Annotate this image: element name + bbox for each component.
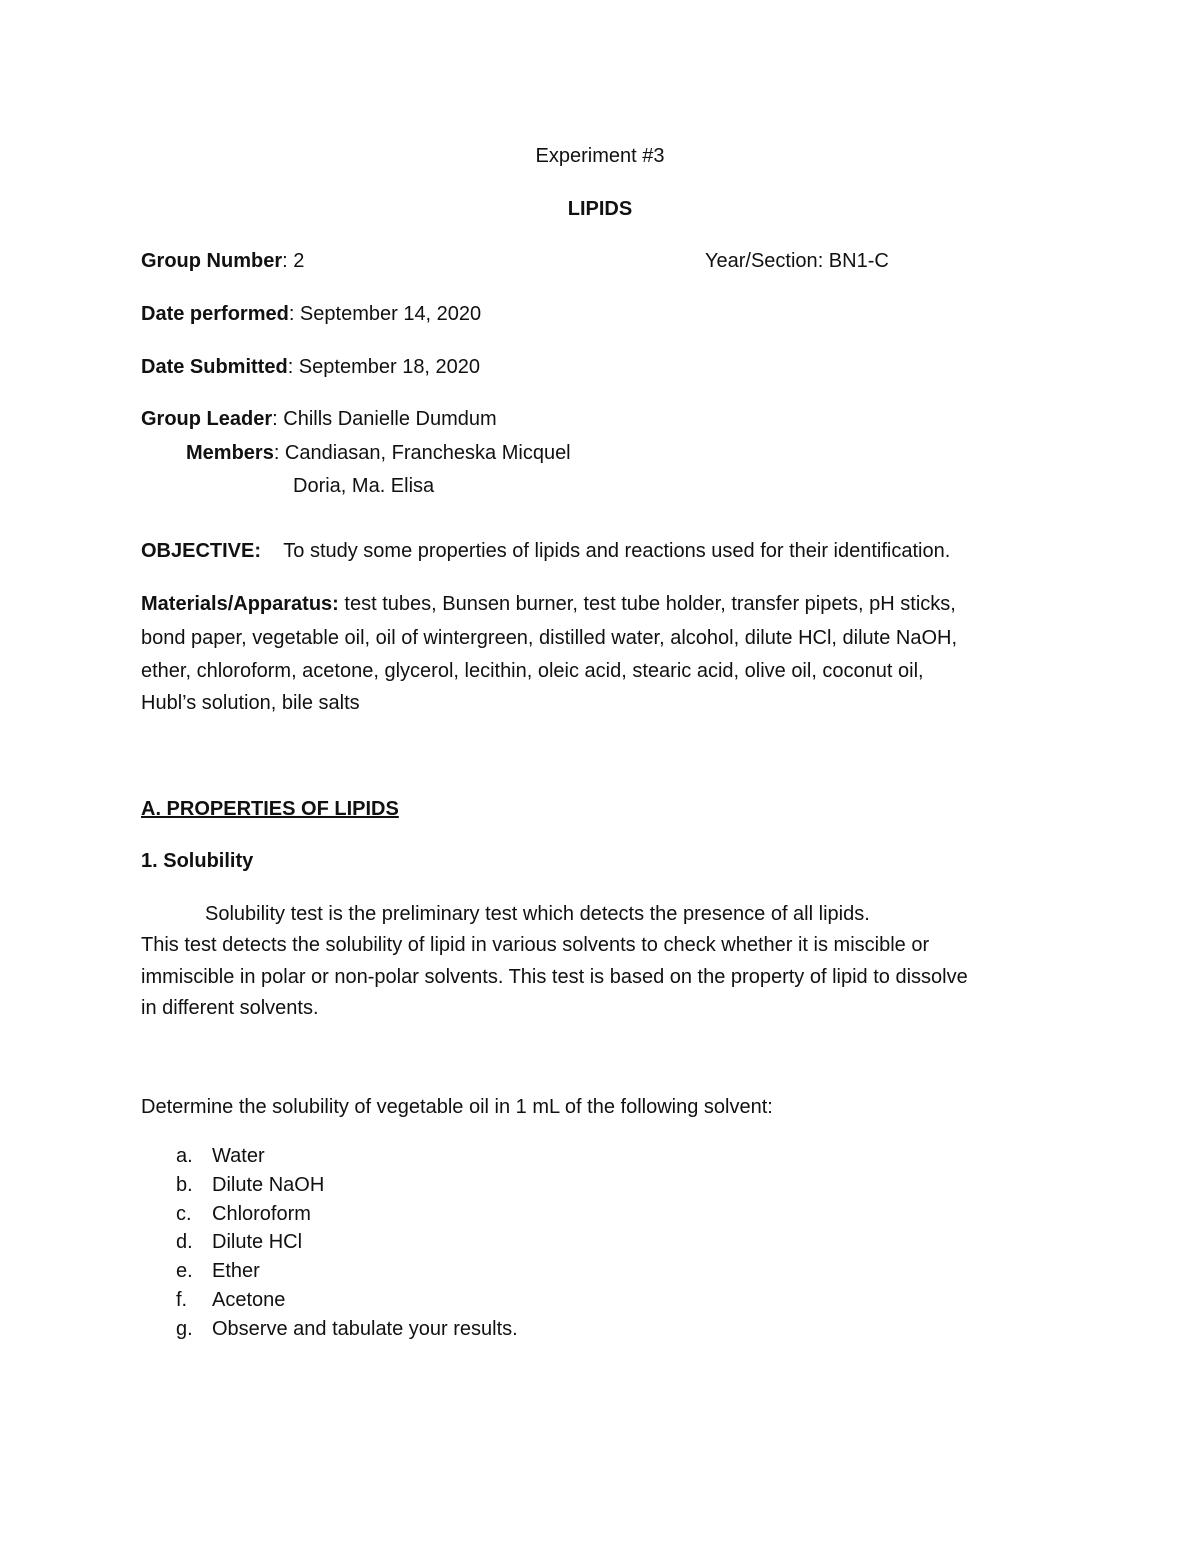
materials-text: test tubes, Bunsen burner, test tube holder, transfer pipets, pH sticks, xyxy=(338,593,956,615)
group-leader xyxy=(141,409,497,429)
list-item-text: Dilute NaOH xyxy=(212,1173,325,1196)
list-item xyxy=(176,1257,518,1286)
list-marker: d. xyxy=(176,1231,193,1254)
subsection-heading: 1. Solubility xyxy=(141,850,254,872)
date-submitted-value: : September 18, 2020 xyxy=(287,356,481,378)
paragraph-line: immiscible in polar or non-polar solvents. This test is based on the property of lipid to dissolve xyxy=(141,966,968,988)
list-item-text: Water xyxy=(212,1145,265,1167)
document-title: LIPIDS xyxy=(567,198,633,220)
date-submitted xyxy=(141,357,480,377)
solvent-list xyxy=(176,1142,518,1344)
list-marker: f. xyxy=(176,1288,188,1311)
list-item xyxy=(176,1286,518,1315)
materials-line: Hubl’s solution, bile salts xyxy=(141,692,360,714)
date-performed xyxy=(141,304,481,324)
group-number-label: Group Number xyxy=(141,250,283,272)
list-marker: e. xyxy=(176,1260,193,1283)
experiment-number: Experiment #3 xyxy=(535,145,665,167)
list-item xyxy=(176,1200,518,1229)
paragraph-line: in different solvents. xyxy=(141,997,319,1019)
members-label: Members xyxy=(186,442,274,464)
materials-line: ether, chloroform, acetone, glycerol, lecithin, oleic acid, stearic acid, olive oil, coconut oil, xyxy=(141,660,924,682)
year-section-label: Year/Section xyxy=(705,250,818,272)
list-item xyxy=(176,1171,518,1200)
objective-text: To study some properties of lipids and reactions used for their identification. xyxy=(283,540,951,562)
list-marker: c. xyxy=(176,1202,192,1225)
instruction-text: Determine the solubility of vegetable oil in 1 mL of the following solvent: xyxy=(141,1096,773,1118)
year-section-value: : BN1-C xyxy=(817,250,889,272)
list-item-text: Chloroform xyxy=(212,1202,311,1225)
paragraph-line: This test detects the solubility of lipid in various solvents to check whether it is miscible or xyxy=(141,934,930,956)
materials-line xyxy=(141,594,956,614)
list-item xyxy=(176,1142,518,1171)
group-number-value: : 2 xyxy=(282,250,305,272)
paragraph-line: Solubility test is the preliminary test which detects the presence of all lipids. xyxy=(205,903,870,925)
list-item xyxy=(176,1315,518,1344)
list-marker: b. xyxy=(176,1173,193,1196)
group-number xyxy=(141,251,304,271)
date-submitted-label: Date Submitted xyxy=(141,356,288,378)
materials-line: bond paper, vegetable oil, oil of wintergreen, distilled water, alcohol, dilute HCl, dilute NaOH, xyxy=(141,627,958,649)
objective-label: OBJECTIVE: xyxy=(141,540,262,562)
group-leader-value: : Chills Danielle Dumdum xyxy=(272,408,497,430)
objective xyxy=(141,541,950,561)
date-performed-value: : September 14, 2020 xyxy=(288,303,482,325)
date-performed-label: Date performed xyxy=(141,303,289,325)
year-section xyxy=(705,251,889,271)
member-name: Doria, Ma. Elisa xyxy=(293,475,435,497)
list-item-text: Observe and tabulate your results. xyxy=(212,1317,518,1340)
list-marker: g. xyxy=(176,1317,193,1340)
section-heading: A. PROPERTIES OF LIPIDS xyxy=(141,798,399,820)
list-item-text: Ether xyxy=(212,1260,260,1283)
group-leader-label: Group Leader xyxy=(141,408,273,430)
members xyxy=(186,443,571,463)
member-name: : Candiasan, Francheska Micquel xyxy=(273,442,571,464)
list-marker: a. xyxy=(176,1145,193,1167)
list-item xyxy=(176,1228,518,1257)
list-item-text: Dilute HCl xyxy=(212,1231,303,1254)
materials-label: Materials/Apparatus: xyxy=(141,593,339,615)
list-item-text: Acetone xyxy=(212,1288,286,1311)
